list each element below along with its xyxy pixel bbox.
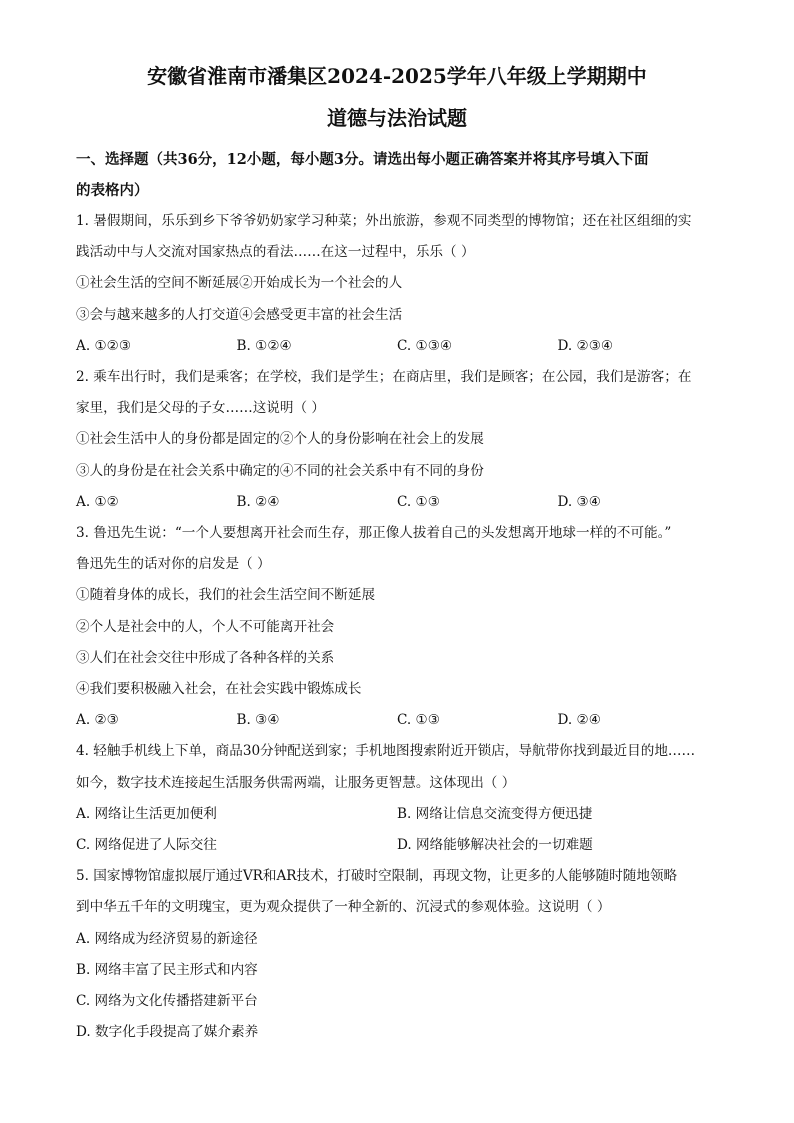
question-1: [76, 206, 718, 362]
question-3-statement: ③人们在社会交往中形成了各种各样的关系: [76, 649, 335, 666]
option-d: D. ②③④: [557, 337, 614, 354]
question-3-options: [76, 705, 718, 736]
exam-title: 安徽省淮南市潘集区2024-2025学年八年级上学期期中: [147, 64, 647, 88]
question-5-stem: 5. 国家博物馆虚拟展厅通过VR和AR技术，打破时空限制，再现文物，让更多的人能够随时随地领略: [76, 868, 678, 885]
question-3-statement: ④我们要积极融入社会，在社会实践中锻炼成长: [76, 681, 362, 698]
option-d: D. ②④: [557, 712, 601, 729]
question-1-options: [76, 331, 718, 362]
option-a: A. ②③: [76, 712, 119, 729]
question-3-statement: ②个人是社会中的人，个人不可能离开社会: [76, 618, 335, 635]
question-1-stem: 1. 暑假期间，乐乐到乡下爷爷奶奶家学习种菜；外出旅游，参观不同类型的博物馆；还在社区组细的实: [76, 213, 692, 229]
option-d: D. 网络能够解决社会的一切难题: [397, 837, 593, 854]
option-c: C. 网络为文化传播搭建新平台: [76, 993, 258, 1010]
option-c: C. ①③④: [397, 337, 453, 354]
question-2-statement: ③人的身份是在社会关系中确定的④不同的社会关系中有不同的身份: [76, 462, 484, 479]
question-1-stem-cont: 践活动中与人交流对国家热点的看法……在这一过程中，乐乐（ ）: [76, 244, 475, 261]
question-1-statement: ③会与越来越多的人打交道④会感受更丰富的社会生活: [76, 306, 403, 323]
option-c: C. 网络促进了人际交往: [76, 837, 217, 854]
question-5-stem-cont: 到中华五千年的文明瑰宝，更为观众提供了一种全新的、沉浸式的参观体验。这说明（ ）: [76, 899, 611, 916]
question-4-options-row1: [76, 799, 718, 830]
question-3-statement: ①随着身体的成长，我们的社会生活空间不断延展: [76, 587, 376, 604]
option-b: B. ③④: [236, 712, 280, 729]
option-a: A. ①②③: [76, 337, 132, 354]
question-2-statement: ①社会生活中人的身份都是固定的②个人的身份影响在社会上的发展: [76, 431, 484, 448]
question-4-options-row2: [76, 830, 718, 861]
question-2: [76, 362, 718, 518]
option-a: A. 网络让生活更加便利: [76, 805, 217, 822]
option-b: B. 网络让信息交流变得方便迅捷: [397, 805, 593, 822]
question-1-statement: ①社会生活的空间不断延展②开始成长为一个社会的人: [76, 275, 403, 292]
question-5: [76, 861, 718, 1048]
option-b: B. 网络丰富了民主形式和内容: [76, 961, 258, 978]
option-a: A. 网络成为经济贸易的新途径: [76, 930, 258, 947]
question-3-stem: 3. 鲁迅先生说：“一个人要想离开社会而生存，那正像人拔着自己的头发想离开地球一样的不可能。”: [76, 525, 672, 542]
option-d: D. ③④: [557, 493, 601, 510]
question-2-options: [76, 487, 718, 518]
option-a: A. ①②: [76, 493, 119, 510]
exam-subject-title: 道德与法治试题: [327, 106, 467, 130]
section-heading-cont: 的表格内）: [76, 182, 149, 199]
question-3: [76, 518, 718, 736]
question-3-stem-cont: 鲁迅先生的话对你的启发是（ ）: [76, 556, 271, 573]
question-2-stem: 2. 乘车出行时，我们是乘客；在学校，我们是学生；在商店里，我们是顾客；在公园，我们是游客；在: [76, 369, 692, 386]
option-b: B. ①②④: [236, 337, 292, 354]
question-4: [76, 736, 718, 861]
option-d: D. 数字化手段提高了媒介素养: [76, 1024, 259, 1041]
option-b: B. ②④: [236, 493, 280, 510]
option-c: C. ①③: [397, 493, 440, 510]
question-4-stem: 4. 轻触手机线上下单，商品30分钟配送到家；手机地图搜索附近开锁店，导航带你找到最近目的地……: [76, 743, 696, 760]
section-heading: 一、选择题（共36分，12小题，每小题3分。请选出每小题正确答案并将其序号填入下面: [76, 151, 649, 168]
question-4-stem-cont: 如今，数字技术连接起生活服务供需两端，让服务更智慧。这体现出（ ）: [76, 774, 516, 791]
option-c: C. ①③: [397, 712, 440, 729]
question-2-stem-cont: 家里，我们是父母的子女……这说明（ ）: [76, 400, 326, 417]
